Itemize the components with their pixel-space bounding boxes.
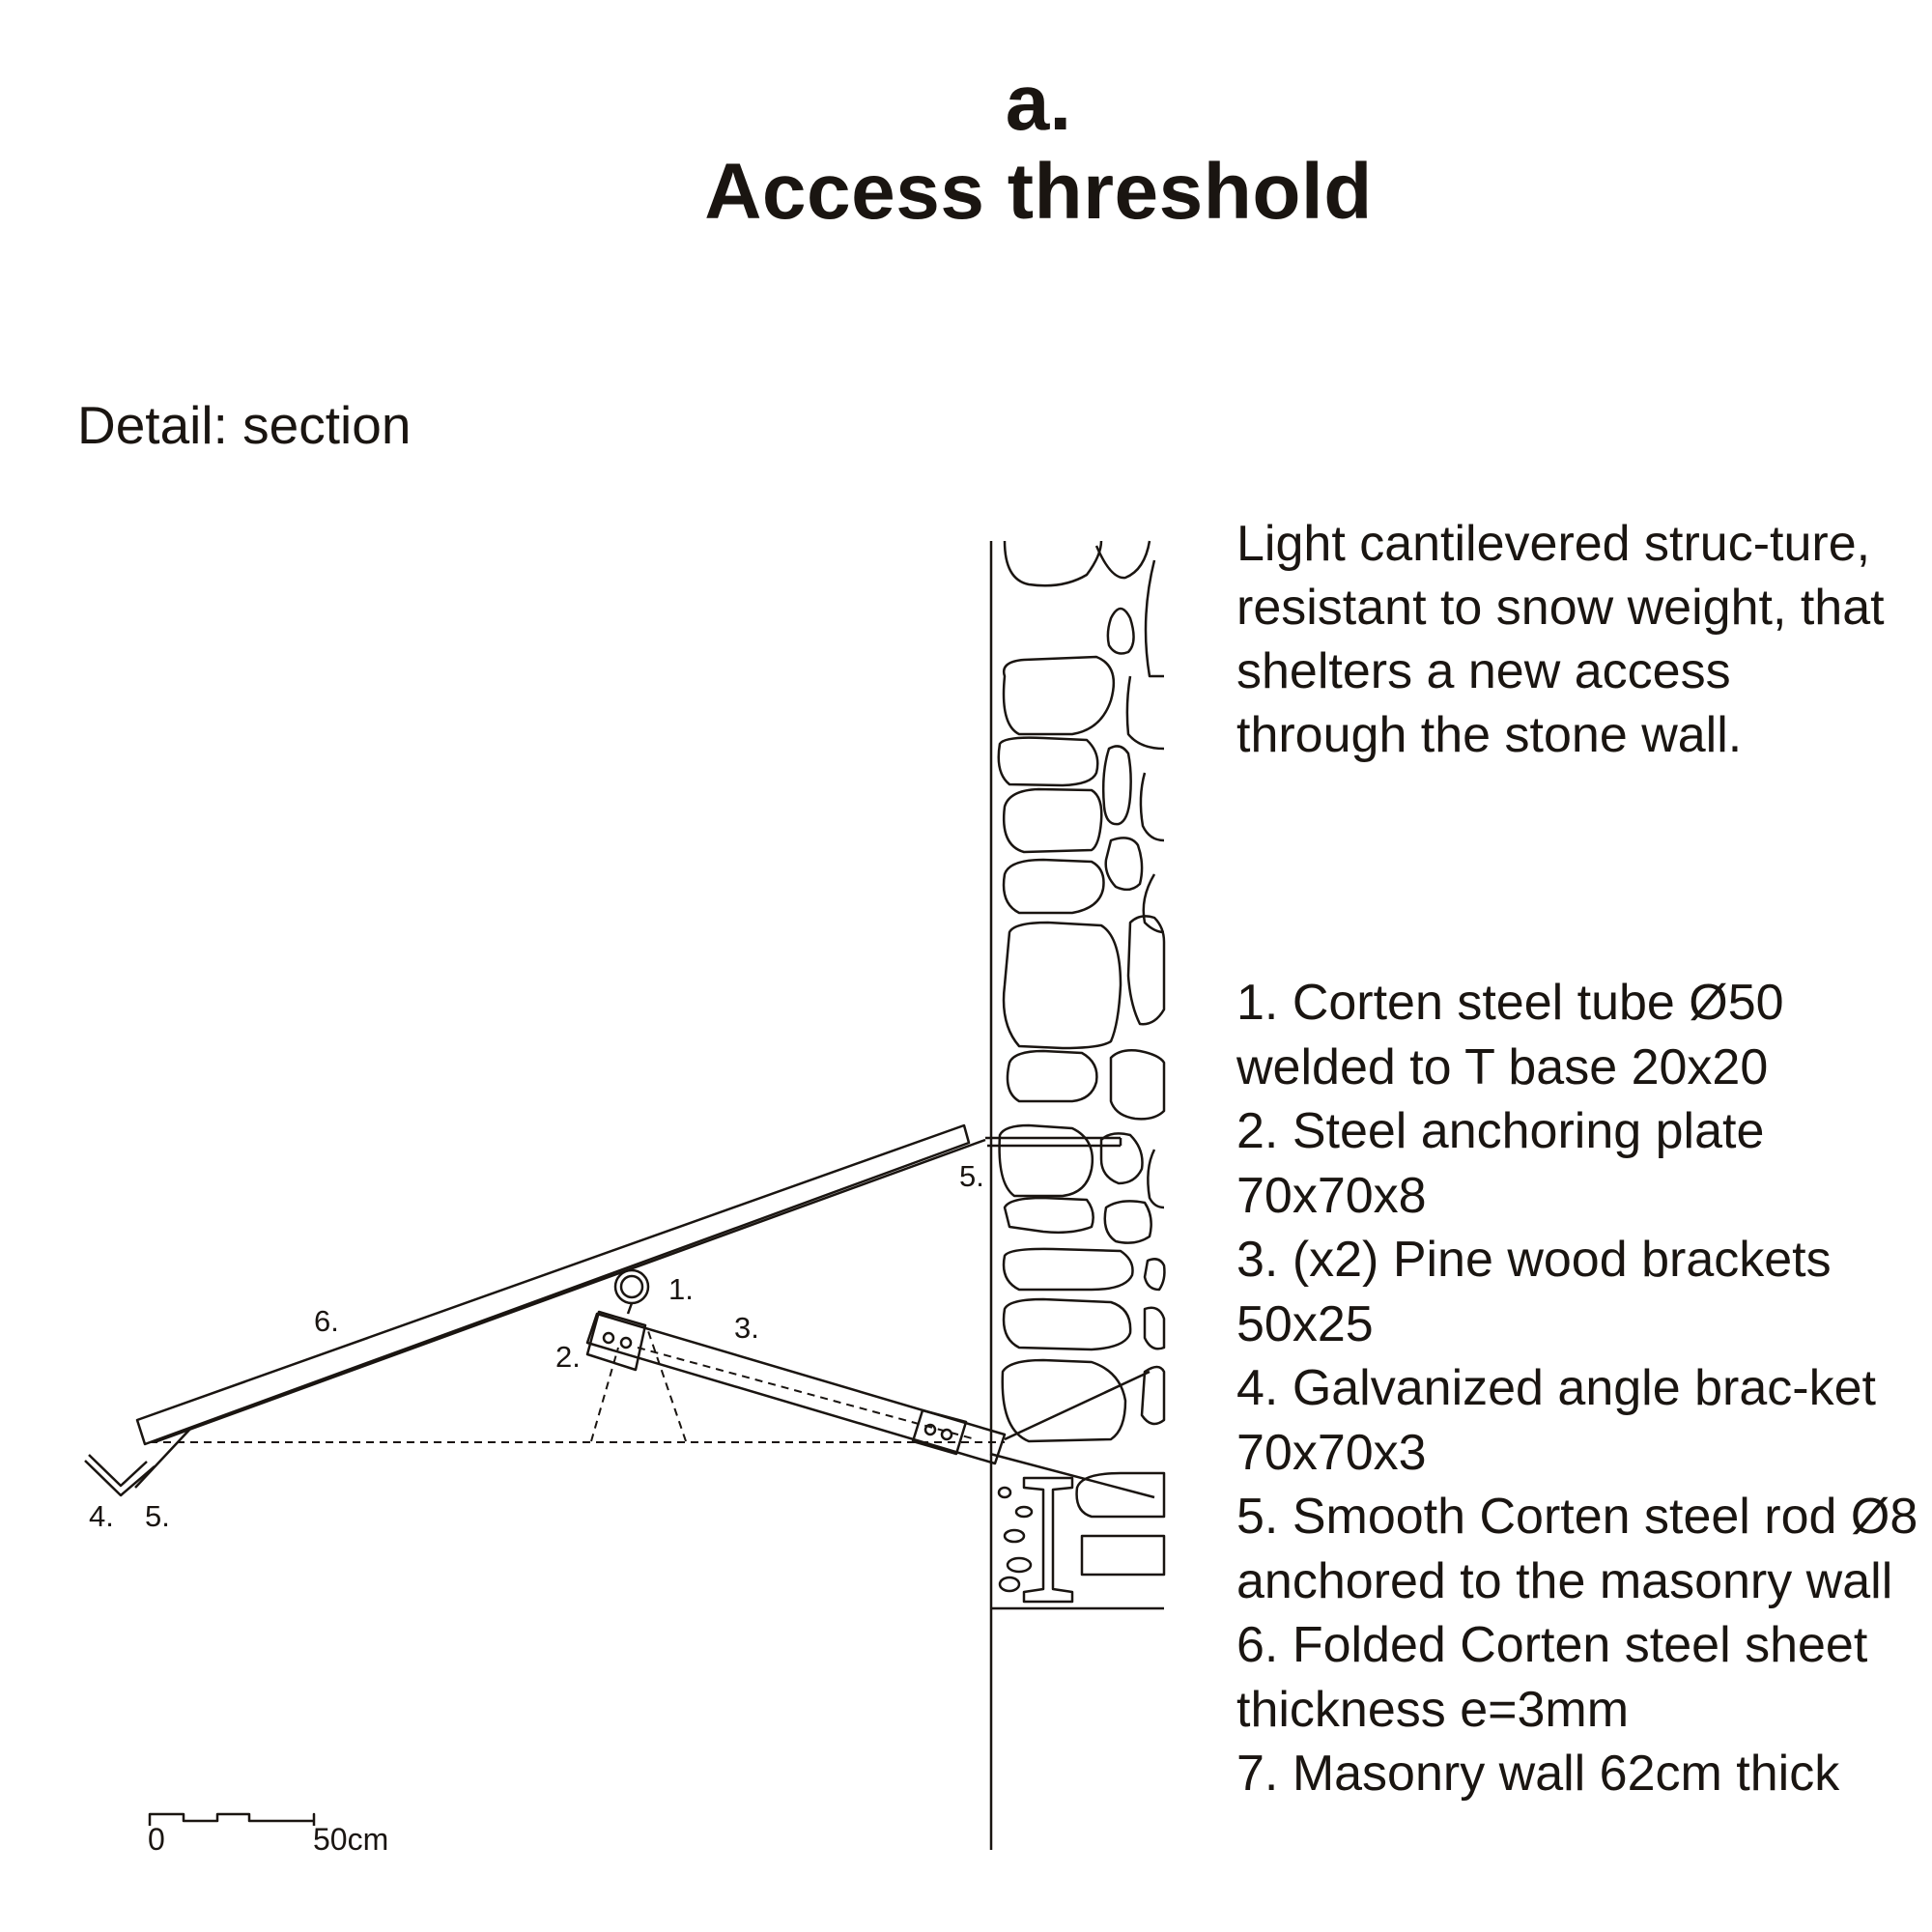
corten-steel-sheet [137, 1125, 985, 1444]
callout-2: 2. [555, 1340, 581, 1374]
wall-stone [1004, 860, 1104, 913]
scale-bar-line [150, 1814, 314, 1826]
scale-end-label: 50cm [313, 1822, 389, 1857]
scale-bar [150, 1814, 314, 1826]
wall-stone [1004, 657, 1114, 734]
wall-stone [1111, 1050, 1164, 1119]
wall-stone [1141, 773, 1164, 840]
wall-stone [1142, 1367, 1164, 1424]
tube-stem [628, 1303, 632, 1314]
legend-item-4: 4. Galvanized angle brac-ket 70x70x3 [1236, 1360, 1876, 1481]
wall-stone [1004, 923, 1121, 1048]
wall-stone [1004, 789, 1101, 852]
wall-stone [1145, 1259, 1164, 1290]
legend-item-5: 5. Smooth Corten steel rod Ø8 anchored to the masonry wall [1236, 1489, 1918, 1609]
callout-6: 6. [314, 1304, 339, 1338]
callout-1: 1. [668, 1272, 694, 1306]
wall-stone [1008, 1051, 1096, 1101]
wall-stone [1103, 746, 1130, 824]
callout-4: 4. [89, 1499, 114, 1533]
wall-stone [999, 738, 1098, 785]
wall-stone [1003, 1360, 1125, 1441]
page-title: Access threshold [704, 148, 1373, 236]
wall-stone [1127, 676, 1164, 749]
anchor-rod-upper [1005, 1372, 1150, 1439]
wall-stone [1000, 1125, 1093, 1196]
scale-labels [148, 1822, 388, 1857]
angle-bracket [85, 1428, 191, 1495]
legend-item-6: 6. Folded Corten steel sheet thickness e=3mm [1236, 1617, 1868, 1738]
detail-subtitle: Detail: section [77, 395, 412, 455]
dashed-line [591, 1348, 618, 1441]
wall-stone [1096, 541, 1150, 578]
callout-5-lower: 5. [145, 1499, 170, 1533]
corten-steel-tube [615, 1270, 648, 1314]
tube-inner [621, 1276, 642, 1297]
bolt [621, 1338, 631, 1348]
wall-stone [1082, 1536, 1164, 1575]
sheet-profile [137, 1125, 969, 1444]
anchor-rod-lower [990, 1454, 1154, 1497]
legend-item-7: 7. Masonry wall 62cm thick [1236, 1746, 1840, 1802]
legend-item-3: 3. (x2) Pine wood brackets 50x25 [1236, 1232, 1832, 1352]
wall-stone [1016, 1507, 1032, 1517]
wall-stone [1146, 560, 1164, 676]
wall-stone [1005, 1198, 1094, 1233]
sheet-underside-line [155, 1140, 985, 1442]
wall-stone [1004, 1299, 1130, 1350]
wall-stone [1005, 1530, 1024, 1542]
wall-stone [1005, 541, 1101, 585]
bolt [604, 1333, 613, 1343]
wall-stone [999, 1488, 1010, 1497]
description-text: Light cantilevered struc-ture, resistant to snow weight, that shelters a new access through the stone wall. [1236, 516, 1885, 763]
wall-stone [1008, 1558, 1031, 1572]
legend-item-1: 1. Corten steel tube Ø50 welded to T base 20x20 [1236, 975, 1784, 1095]
callout-3: 3. [734, 1311, 759, 1345]
dashed-line [647, 1328, 686, 1441]
dashed-rod [638, 1348, 976, 1439]
callout-labels [89, 1159, 984, 1533]
callout-5-upper: 5. [959, 1159, 984, 1193]
wall-stone [1106, 838, 1142, 889]
masonry-wall [991, 541, 1164, 1608]
wall-stone [1148, 1150, 1164, 1208]
diagram-letter: a. [1005, 59, 1072, 147]
wall-stone [1105, 1201, 1151, 1242]
i-beam-lintel [1024, 1478, 1072, 1602]
wall-stone [1108, 609, 1134, 653]
legend-item-2: 2. Steel anchoring plate 70x70x8 [1236, 1103, 1765, 1224]
wall-stone [1004, 1249, 1133, 1290]
wall-stone [1000, 1577, 1019, 1591]
wall-stone [1144, 874, 1164, 932]
wall-stone [1145, 1308, 1164, 1350]
scale-start-label: 0 [148, 1822, 165, 1857]
